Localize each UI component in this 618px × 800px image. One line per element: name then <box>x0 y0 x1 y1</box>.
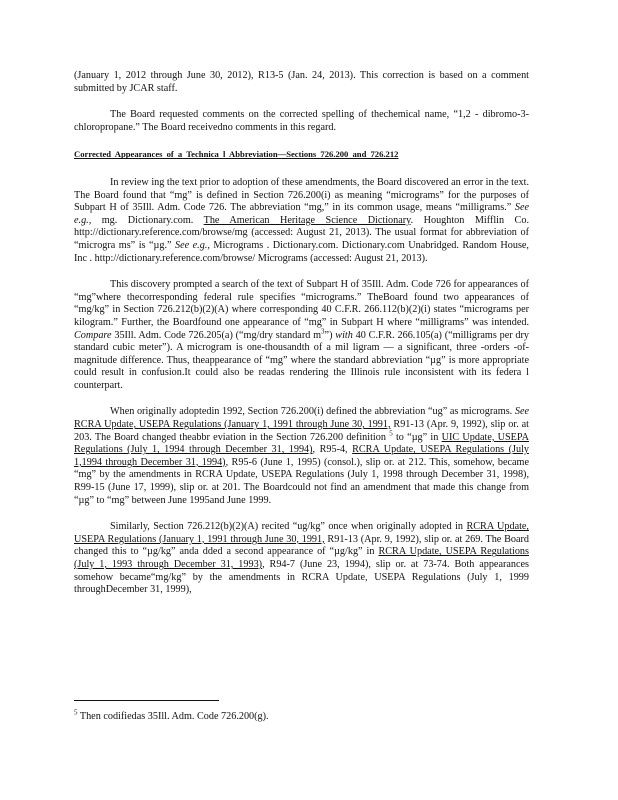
footnote-text: Then codifiedas 35Ill. Adm. Code 726.200(g). <box>77 711 269 722</box>
p3-text-d: Micrograms . Dictionary.com. Dictionary.com Unabridged. Random House, Inc . http://dictionary.reference.com/browse/ Micrograms (accessed: August 21, 2013). <box>74 239 529 264</box>
p3-see-1: See e.g., <box>74 202 529 226</box>
paragraph-2: The Board requested comments on the corrected spelling of thechemical name, “1,2 - dibromo-3-chloropropane.” The Board receivedno comments in this regard. <box>74 109 529 133</box>
paragraph-5 <box>74 406 529 507</box>
p4-text-d: 40 C.F.R. 266.105(a) (“milligrams per dry standard cubic meter”). A microgram is one-thousandth of a mil ligram — a significant, three -orders -of-magnitude difference. Thus, theappearance of “mg” where the standard abbreviation “µg” is more appropriate could result in confusion.It could also be readas rendering the Illinois rule inconsistent with its federa l counterpart. <box>74 329 530 391</box>
p5-text-c: R91-13 (Apr. 9, 1992), slip or. at 203. The Board changed theabbr eviation in the Section 726.200 definition <box>74 419 529 443</box>
p5-see: See <box>514 406 529 418</box>
p4-text-a: This discovery prompted a search of the text of Subpart H of 35Ill. Adm. Code 726 for appearances of “mg”where thecorresponding federal rule specifies “micrograms.” TheBoard found two appearances of “mg/kg” in Section 726.212(b)(2)(A) where corresponding 40 C.F.R. 266.112(b)(2)(i) states “micrograms per kilogram.” Further, the Boardfound one appearance of “mg” in Subpart H where “milligrams” was intended. <box>74 279 529 328</box>
p4-with: with <box>335 329 353 341</box>
document-page <box>74 70 529 611</box>
p6-text-c: , R94-7 (June 23, 1994), slip or. at 73-74. Both appearances somehow became“mg/kg” by the amendments in RCRA Update, USEPA Regulations (July 1, 1999 throughDecember 31, 1999), <box>74 559 529 596</box>
p5-text-d: to “µg” in <box>392 431 442 443</box>
p5-text-a: When originally adoptedin 1992, Section 726.200(i) defined the abbreviation “ug” as micrograms. <box>110 406 515 418</box>
p6-ref-1: RCRA Update, USEPA Regulations (January 1, 1991 through June 30, 1991, <box>74 521 529 545</box>
paragraph-4 <box>74 279 529 392</box>
footnote-divider <box>74 700 219 701</box>
p4-text-c: ”) <box>324 329 336 341</box>
p4-compare: Compare <box>74 329 112 341</box>
p4-superscript: 3 <box>321 327 325 336</box>
p3-see-2: See e.g., <box>175 239 210 251</box>
section-heading: Corrected Appearances of a Technica l Abbreviation—Sections 726.200 and 726.212 <box>74 149 399 160</box>
p6-text-a: Similarly, Section 726.212(b)(2)(A) recited “ug/kg” once when originally adopted in <box>110 521 467 533</box>
p5-footnote-mark: 5 <box>389 429 393 438</box>
p5-ref-1: RCRA Update, USEPA Regulations (January 1, 1991 through June 30, 1991, <box>74 419 391 431</box>
paragraph-6 <box>74 521 529 597</box>
p6-text-b: R91-13 (Apr. 9, 1992), slip or. at 269. The Board changed this to “µg/kg” anda dded a second appearance of “µg/kg” in <box>74 533 529 558</box>
p3-text-c: . Houghton Mifflin Co. http://dictionary.reference.com/browse/mg (accessed: August 21, 2013). The usual format for abbreviation of “microgra ms” is “µg.” <box>74 214 529 251</box>
p4-text-b: 35Ill. Adm. Code 726.205(a) (“mg/dry standard m <box>111 329 322 341</box>
footnote-number: 5 <box>74 708 78 717</box>
p3-text-b: mg. Dictionary.com. <box>91 214 204 226</box>
p5-ref-2: UIC Update, USEPA Regulations (July 1, 1994 through December 31, 1994) <box>74 431 529 456</box>
p6-ref-2: RCRA Update, USEPA Regulations (July 1, 1993 through December 31, 1993) <box>74 546 529 570</box>
p3-dictionary-title: The American Heritage Science Dictionary <box>203 214 411 226</box>
p5-ref-3: RCRA Update, USEPA Regulations (July 1,1994 through December 31, 1994) <box>74 444 530 468</box>
p5-text-e: , R95-4, <box>312 444 353 456</box>
p3-text-a: In review ing the text prior to adoption of these amendments, the Board discovered an error in the text. The Board found that “mg” is defined in Section 726.200(i) as meaning “micrograms” for the purposes of Subpart H of 35Ill. Adm. Code 726. The abbreviation “mg,” in its common usage, means “milligrams.” <box>74 176 529 214</box>
paragraph-1: (January 1, 2012 through June 30, 2012), R13-5 (Jan. 24, 2013). This correction is based on a comment submitted by JCAR staff. <box>74 70 529 94</box>
p5-text-f: , R95-6 (June 1, 1995) (consol.), slip or. at 212. This, somehow, became “mg” by the amendments in RCRA Update, USEPA Regulations (July 1, 1998 through December 31, 1998), R99-15 (June 17, 1999), slip or. at 201. The Boardcould not find an amendment that made this change from “µg” to “mg” between June 1995and June 1999. <box>74 456 529 506</box>
paragraph-3 <box>74 177 529 265</box>
footnote <box>74 708 529 722</box>
